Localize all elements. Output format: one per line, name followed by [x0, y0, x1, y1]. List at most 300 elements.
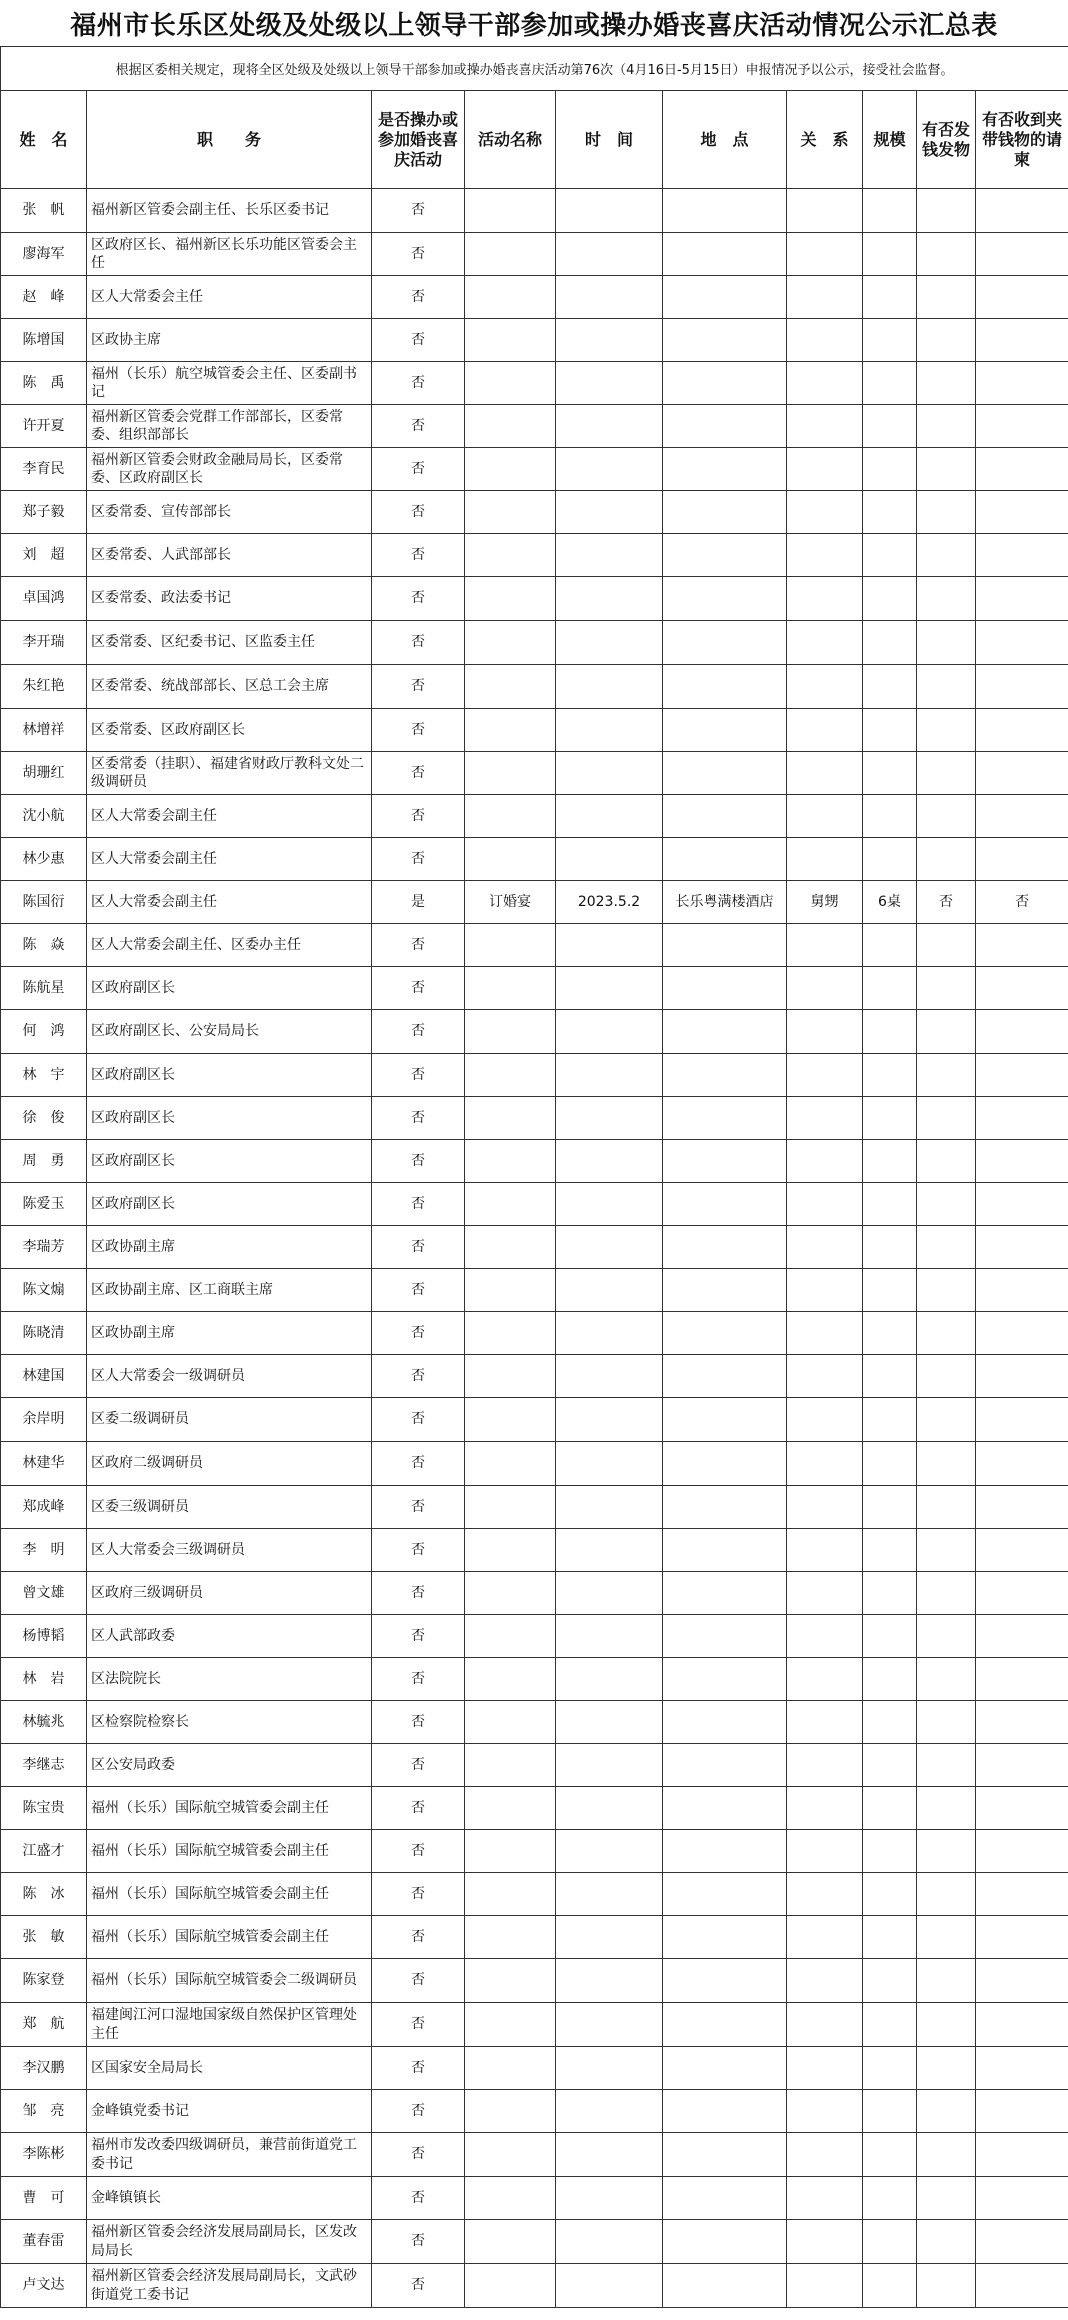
cell-name: 卓国鸿: [1, 577, 87, 621]
cell-scale: [863, 1097, 917, 1140]
cell-participated: 否: [372, 1054, 465, 1097]
cell-position: 福州新区管委会党群工作部部长，区委常委、组织部部长: [87, 405, 372, 448]
cell-gift-requests: [976, 189, 1068, 233]
header-gift-requests: 有否收到夹带钱物的请柬: [976, 91, 1068, 189]
table-row: [1, 1226, 1068, 1269]
notice-text: 根据区委相关规定，现将全区处级及处级以上领导干部参加或操办婚丧喜庆活动第76次（4月16日-5月15日）申报情况予以公示，接受社会监督。: [1, 47, 1068, 91]
cell-relation: [787, 1744, 863, 1787]
cell-activity: [465, 1183, 556, 1226]
cell-activity: [465, 1486, 556, 1529]
cell-participated: 否: [372, 2133, 465, 2177]
cell-time: [556, 534, 663, 577]
cell-name: 胡珊红: [1, 752, 87, 795]
cell-relation: [787, 1140, 863, 1183]
cell-scale: [863, 1787, 917, 1830]
cell-gifts: [917, 405, 976, 448]
cell-position: 区政府副区长: [87, 1140, 372, 1183]
cell-gift-requests: [976, 1701, 1068, 1744]
cell-name: 李陈彬: [1, 2133, 87, 2177]
table-row: [1, 967, 1068, 1010]
cell-position: 福州新区管委会副主任、长乐区委书记: [87, 189, 372, 233]
cell-activity: [465, 838, 556, 881]
cell-relation: [787, 1658, 863, 1701]
cell-scale: [863, 534, 917, 577]
cell-name: 林 宇: [1, 1054, 87, 1097]
cell-activity: [465, 319, 556, 362]
cell-position: 区委常委、区政府副区长: [87, 709, 372, 752]
cell-relation: [787, 189, 863, 233]
cell-time: [556, 1097, 663, 1140]
cell-position: 福州（长乐）国际航空城管委会副主任: [87, 1787, 372, 1830]
cell-relation: [787, 2177, 863, 2220]
header-participated: 是否操办或参加婚丧喜庆活动: [372, 91, 465, 189]
cell-place: [663, 1355, 787, 1398]
cell-position: 区政府二级调研员: [87, 1442, 372, 1486]
cell-place: [663, 1054, 787, 1097]
cell-participated: 否: [372, 1183, 465, 1226]
cell-activity: [465, 1010, 556, 1054]
cell-gift-requests: [976, 276, 1068, 319]
cell-scale: [863, 1226, 917, 1269]
cell-time: [556, 1269, 663, 1312]
cell-scale: [863, 1701, 917, 1744]
cell-name: 李育民: [1, 448, 87, 491]
cell-name: 陈文煽: [1, 1269, 87, 1312]
cell-gift-requests: [976, 448, 1068, 491]
cell-gift-requests: [976, 1658, 1068, 1701]
cell-participated: 否: [372, 405, 465, 448]
cell-gift-requests: [976, 1615, 1068, 1658]
cell-activity: [465, 1701, 556, 1744]
cell-scale: [863, 1312, 917, 1355]
cell-time: [556, 448, 663, 491]
cell-time: [556, 1873, 663, 1916]
cell-relation: [787, 2003, 863, 2047]
cell-scale: [863, 2090, 917, 2133]
page-title: 福州市长乐区处级及处级以上领导干部参加或操办婚丧喜庆活动情况公示汇总表: [70, 10, 998, 41]
cell-position: 区委三级调研员: [87, 1486, 372, 1529]
cell-relation: [787, 1355, 863, 1398]
cell-relation: [787, 534, 863, 577]
cell-position: 区人大常委会三级调研员: [87, 1529, 372, 1572]
cell-place: [663, 1873, 787, 1916]
cell-participated: 否: [372, 1442, 465, 1486]
cell-position: 金峰镇镇长: [87, 2177, 372, 2220]
cell-activity: [465, 1615, 556, 1658]
cell-relation: [787, 1787, 863, 1830]
table-row: [1, 1054, 1068, 1097]
cell-position: 区委常委、人武部部长: [87, 534, 372, 577]
cell-gift-requests: [976, 405, 1068, 448]
cell-time: [556, 1830, 663, 1873]
cell-gifts: [917, 1529, 976, 1572]
cell-activity: [465, 1959, 556, 2003]
cell-activity: [465, 1226, 556, 1269]
cell-participated: 否: [372, 1486, 465, 1529]
table-body: [1, 189, 1068, 2308]
table-row: [1, 1442, 1068, 1486]
cell-gifts: [917, 1398, 976, 1442]
cell-relation: [787, 795, 863, 838]
cell-time: [556, 1312, 663, 1355]
cell-gifts: [917, 319, 976, 362]
cell-scale: [863, 709, 917, 752]
cell-scale: [863, 2264, 917, 2308]
header-place: 地 点: [663, 91, 787, 189]
cell-name: 李开瑞: [1, 621, 87, 665]
cell-participated: 否: [372, 2003, 465, 2047]
cell-scale: [863, 838, 917, 881]
cell-gifts: 否: [917, 881, 976, 924]
cell-position: 区法院院长: [87, 1658, 372, 1701]
cell-position: 区人大常委会一级调研员: [87, 1355, 372, 1398]
cell-relation: [787, 276, 863, 319]
cell-name: 林少惠: [1, 838, 87, 881]
header-name: 姓 名: [1, 91, 87, 189]
table-row: [1, 2047, 1068, 2090]
cell-time: [556, 709, 663, 752]
table-row: [1, 1486, 1068, 1529]
cell-scale: [863, 1398, 917, 1442]
cell-activity: [465, 1830, 556, 1873]
cell-scale: [863, 189, 917, 233]
cell-participated: 否: [372, 924, 465, 967]
table-row: [1, 233, 1068, 276]
table-row: [1, 1183, 1068, 1226]
cell-gift-requests: [976, 2003, 1068, 2047]
cell-activity: [465, 189, 556, 233]
table-row: [1, 491, 1068, 534]
cell-activity: [465, 2177, 556, 2220]
cell-scale: [863, 448, 917, 491]
cell-gifts: [917, 534, 976, 577]
cell-name: 陈 禹: [1, 362, 87, 405]
cell-scale: [863, 1572, 917, 1615]
cell-time: [556, 2003, 663, 2047]
cell-scale: [863, 405, 917, 448]
cell-participated: 否: [372, 577, 465, 621]
cell-activity: 订婚宴: [465, 881, 556, 924]
cell-time: [556, 665, 663, 709]
cell-gift-requests: [976, 621, 1068, 665]
cell-time: [556, 189, 663, 233]
cell-relation: [787, 1442, 863, 1486]
cell-name: 陈 焱: [1, 924, 87, 967]
cell-relation: [787, 405, 863, 448]
table-row: [1, 1830, 1068, 1873]
cell-time: [556, 1226, 663, 1269]
cell-position: 区人大常委会副主任: [87, 881, 372, 924]
cell-name: 林建华: [1, 1442, 87, 1486]
cell-scale: [863, 491, 917, 534]
cell-participated: 否: [372, 1959, 465, 2003]
cell-position: 区政协副主席: [87, 1312, 372, 1355]
cell-name: 赵 峰: [1, 276, 87, 319]
cell-time: [556, 1787, 663, 1830]
cell-scale: [863, 2177, 917, 2220]
cell-place: [663, 2220, 787, 2264]
cell-position: 区政协副主席、区工商联主席: [87, 1269, 372, 1312]
header-time: 时 间: [556, 91, 663, 189]
table-row: [1, 621, 1068, 665]
cell-participated: 是: [372, 881, 465, 924]
cell-name: 江盛才: [1, 1830, 87, 1873]
header-position: 职 务: [87, 91, 372, 189]
cell-name: 林增祥: [1, 709, 87, 752]
cell-gifts: [917, 1269, 976, 1312]
cell-participated: 否: [372, 1010, 465, 1054]
table-row: [1, 362, 1068, 405]
cell-gifts: [917, 1701, 976, 1744]
cell-gifts: [917, 233, 976, 276]
cell-position: 区人大常委会副主任、区委办主任: [87, 924, 372, 967]
cell-scale: [863, 2133, 917, 2177]
cell-gift-requests: [976, 2264, 1068, 2308]
cell-scale: [863, 276, 917, 319]
cell-participated: 否: [372, 2177, 465, 2220]
cell-place: [663, 1787, 787, 1830]
cell-relation: [787, 924, 863, 967]
cell-time: [556, 1140, 663, 1183]
cell-scale: [863, 1140, 917, 1183]
cell-name: 刘 超: [1, 534, 87, 577]
cell-time: [556, 2133, 663, 2177]
cell-gifts: [917, 189, 976, 233]
cell-relation: [787, 233, 863, 276]
cell-gift-requests: [976, 1873, 1068, 1916]
cell-activity: [465, 448, 556, 491]
cell-participated: 否: [372, 1744, 465, 1787]
cell-place: [663, 1097, 787, 1140]
header-scale: 规模: [863, 91, 917, 189]
cell-relation: [787, 491, 863, 534]
cell-scale: [863, 621, 917, 665]
cell-gifts: [917, 2133, 976, 2177]
cell-participated: 否: [372, 1269, 465, 1312]
cell-gifts: [917, 2047, 976, 2090]
cell-activity: [465, 1054, 556, 1097]
cell-activity: [465, 233, 556, 276]
cell-place: [663, 1529, 787, 1572]
cell-gifts: [917, 276, 976, 319]
cell-participated: 否: [372, 1615, 465, 1658]
cell-scale: [863, 1054, 917, 1097]
cell-scale: [863, 795, 917, 838]
cell-gifts: [917, 362, 976, 405]
cell-place: [663, 1312, 787, 1355]
cell-gifts: [917, 2177, 976, 2220]
cell-activity: [465, 1355, 556, 1398]
table-row: [1, 1312, 1068, 1355]
cell-name: 李 明: [1, 1529, 87, 1572]
cell-gifts: [917, 795, 976, 838]
cell-name: 陈增国: [1, 319, 87, 362]
cell-relation: [787, 2133, 863, 2177]
cell-position: 福州（长乐）国际航空城管委会副主任: [87, 1916, 372, 1959]
cell-name: 李汉鹏: [1, 2047, 87, 2090]
cell-gifts: [917, 1615, 976, 1658]
cell-participated: 否: [372, 621, 465, 665]
cell-activity: [465, 1269, 556, 1312]
cell-gift-requests: [976, 1269, 1068, 1312]
table-row: [1, 2264, 1068, 2308]
cell-relation: [787, 362, 863, 405]
cell-gift-requests: [976, 1398, 1068, 1442]
cell-relation: [787, 1312, 863, 1355]
cell-place: [663, 1615, 787, 1658]
cell-scale: [863, 233, 917, 276]
cell-place: [663, 233, 787, 276]
table-row: [1, 319, 1068, 362]
cell-gifts: [917, 491, 976, 534]
cell-activity: [465, 2090, 556, 2133]
cell-activity: [465, 491, 556, 534]
cell-place: [663, 491, 787, 534]
cell-activity: [465, 534, 556, 577]
cell-gifts: [917, 2090, 976, 2133]
cell-gifts: [917, 665, 976, 709]
cell-gifts: [917, 1312, 976, 1355]
cell-participated: 否: [372, 1787, 465, 1830]
cell-activity: [465, 1312, 556, 1355]
cell-gift-requests: [976, 709, 1068, 752]
cell-position: 福州新区管委会财政金融局局长，区委常委、区政府副区长: [87, 448, 372, 491]
cell-place: [663, 1744, 787, 1787]
table-row: [1, 795, 1068, 838]
cell-time: [556, 233, 663, 276]
cell-position: 区政府副区长: [87, 967, 372, 1010]
cell-participated: 否: [372, 1140, 465, 1183]
cell-gifts: [917, 1183, 976, 1226]
cell-gifts: [917, 838, 976, 881]
cell-relation: [787, 1701, 863, 1744]
cell-gifts: [917, 1226, 976, 1269]
cell-participated: 否: [372, 1226, 465, 1269]
cell-gifts: [917, 577, 976, 621]
cell-time: [556, 1355, 663, 1398]
cell-place: [663, 2264, 787, 2308]
cell-scale: [863, 1529, 917, 1572]
cell-time: [556, 838, 663, 881]
cell-participated: 否: [372, 1529, 465, 1572]
cell-name: 廖海军: [1, 233, 87, 276]
cell-name: 林毓兆: [1, 1701, 87, 1744]
cell-name: 陈家登: [1, 1959, 87, 2003]
cell-gift-requests: [976, 795, 1068, 838]
cell-name: 郑成峰: [1, 1486, 87, 1529]
table-row: [1, 1658, 1068, 1701]
cell-time: [556, 1529, 663, 1572]
cell-participated: 否: [372, 1916, 465, 1959]
cell-relation: [787, 621, 863, 665]
notice-row: [1, 47, 1068, 91]
cell-name: 余岸明: [1, 1398, 87, 1442]
cell-participated: 否: [372, 2264, 465, 2308]
cell-position: 金峰镇党委书记: [87, 2090, 372, 2133]
cell-time: [556, 2264, 663, 2308]
cell-scale: [863, 1010, 917, 1054]
cell-time: [556, 1916, 663, 1959]
cell-participated: 否: [372, 709, 465, 752]
cell-gifts: [917, 967, 976, 1010]
cell-position: 区政府副区长: [87, 1097, 372, 1140]
cell-activity: [465, 276, 556, 319]
cell-gifts: [917, 1787, 976, 1830]
cell-activity: [465, 1572, 556, 1615]
cell-time: [556, 2047, 663, 2090]
cell-time: [556, 795, 663, 838]
cell-place: [663, 405, 787, 448]
table-row: [1, 1787, 1068, 1830]
cell-place: [663, 1830, 787, 1873]
cell-participated: 否: [372, 967, 465, 1010]
cell-gifts: [917, 1054, 976, 1097]
cell-position: 区委常委、政法委书记: [87, 577, 372, 621]
cell-gift-requests: [976, 1830, 1068, 1873]
cell-time: [556, 1183, 663, 1226]
cell-name: 卢文达: [1, 2264, 87, 2308]
cell-place: [663, 1010, 787, 1054]
cell-gifts: [917, 1916, 976, 1959]
table-row: [1, 752, 1068, 795]
cell-time: [556, 1615, 663, 1658]
cell-scale: [863, 967, 917, 1010]
cell-position: 区检察院检察长: [87, 1701, 372, 1744]
cell-scale: [863, 752, 917, 795]
cell-name: 何 鸿: [1, 1010, 87, 1054]
cell-activity: [465, 1787, 556, 1830]
cell-place: [663, 1701, 787, 1744]
cell-gift-requests: [976, 967, 1068, 1010]
cell-activity: [465, 2047, 556, 2090]
cell-activity: [465, 2003, 556, 2047]
cell-relation: [787, 577, 863, 621]
table-row: [1, 2220, 1068, 2264]
cell-gift-requests: [976, 1183, 1068, 1226]
cell-position: 区人大常委会副主任: [87, 795, 372, 838]
cell-place: [663, 2177, 787, 2220]
cell-time: [556, 1442, 663, 1486]
cell-name: 李继志: [1, 1744, 87, 1787]
cell-activity: [465, 2133, 556, 2177]
cell-position: 区委常委、区纪委书记、区监委主任: [87, 621, 372, 665]
cell-relation: [787, 709, 863, 752]
cell-place: [663, 319, 787, 362]
cell-position: 福州新区管委会经济发展局副局长，文武砂街道党工委书记: [87, 2264, 372, 2308]
cell-time: [556, 1701, 663, 1744]
cell-gift-requests: [976, 1054, 1068, 1097]
table-row: [1, 709, 1068, 752]
cell-position: 区政协主席: [87, 319, 372, 362]
cell-gifts: [917, 709, 976, 752]
cell-relation: [787, 1097, 863, 1140]
cell-place: [663, 189, 787, 233]
cell-time: [556, 491, 663, 534]
cell-activity: [465, 1442, 556, 1486]
cell-participated: 否: [372, 1701, 465, 1744]
cell-gifts: [917, 1097, 976, 1140]
cell-gifts: [917, 1572, 976, 1615]
cell-position: 区政府副区长: [87, 1183, 372, 1226]
cell-gift-requests: [976, 2047, 1068, 2090]
cell-activity: [465, 2264, 556, 2308]
cell-time: [556, 1959, 663, 2003]
table-row: [1, 1398, 1068, 1442]
cell-scale: [863, 2003, 917, 2047]
cell-scale: 6桌: [863, 881, 917, 924]
cell-gifts: [917, 621, 976, 665]
cell-gift-requests: [976, 1442, 1068, 1486]
